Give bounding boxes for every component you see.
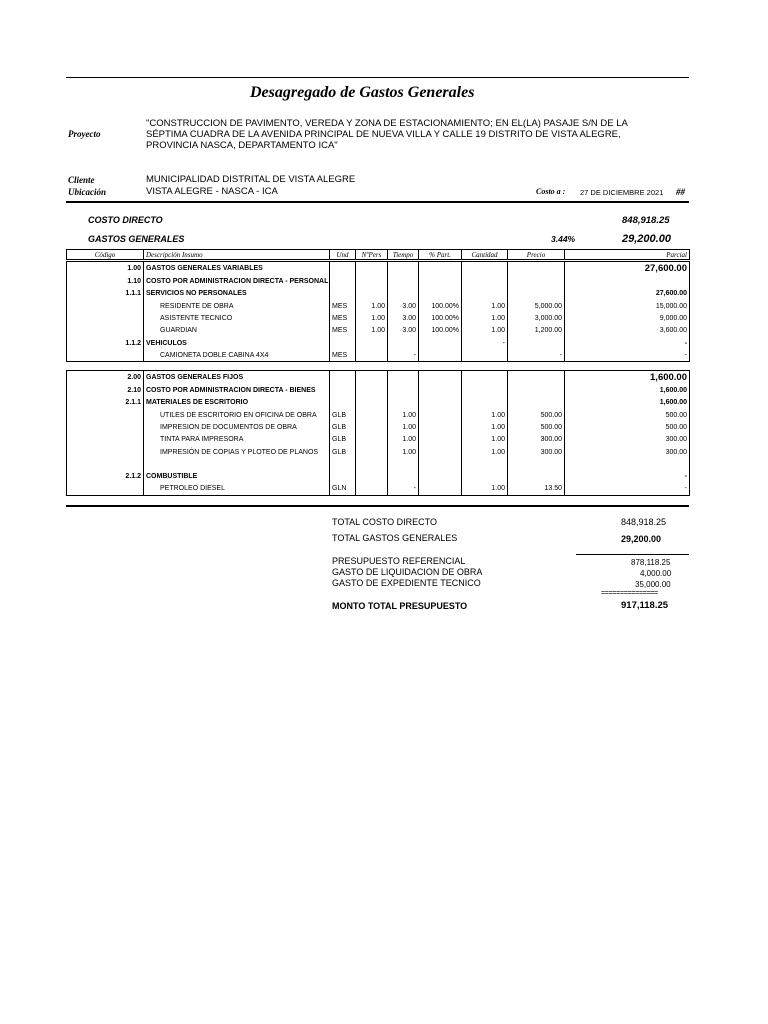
exp-label: GASTO DE EXPEDIENTE TECNICO: [332, 578, 481, 588]
row-precio: 3,000.00: [508, 312, 565, 324]
row-part: [419, 262, 462, 276]
row-precio: [508, 385, 565, 397]
row-cant: 1.00: [462, 312, 508, 324]
row-parcial: 300.00: [565, 434, 690, 446]
row-desc: GASTOS GENERALES VARIABLES: [144, 262, 330, 276]
col-precio: Precio: [508, 250, 565, 260]
gastos-fijos-table: [66, 370, 690, 496]
gastos-generales-pct: 3.44%: [551, 234, 576, 244]
costo-fecha: 27 DE DICIEMBRE 2021: [580, 188, 664, 197]
row-parcial: 1,600.00: [565, 397, 690, 409]
row-part: 100.00%: [419, 325, 462, 337]
row-parcial: [565, 458, 690, 470]
row-desc: ASISTENTE TECNICO: [144, 312, 330, 324]
row-cant: [462, 397, 508, 409]
row-part: [419, 446, 462, 458]
row-precio: [508, 458, 565, 470]
row-und: [330, 397, 356, 409]
row-pers: [356, 262, 388, 276]
row-tiempo: [388, 385, 419, 397]
proyecto-line-2: SÉPTIMA CUADRA DE LA AVENIDA PRINCIPAL DE NUEVA VILLA Y CALLE 19 DISTRITO DE VISTA ALEGRE,: [146, 129, 621, 140]
row-und: [330, 276, 356, 288]
row-parcial: 500.00: [565, 409, 690, 421]
row-code: [67, 421, 144, 433]
row-cant: 1.00: [462, 483, 508, 495]
row-pers: [356, 337, 388, 349]
row-tiempo: 3.00: [388, 300, 419, 312]
row-tiempo: [388, 458, 419, 470]
table-row: [67, 300, 690, 312]
row-code: [67, 312, 144, 324]
row-part: [419, 483, 462, 495]
row-desc: [144, 458, 330, 470]
row-part: [419, 337, 462, 349]
total-gg-value: 29,200.00: [621, 534, 662, 544]
row-tiempo: 3.00: [388, 325, 419, 337]
table-row: [67, 312, 690, 324]
row-parcial: -: [565, 337, 690, 349]
row-desc: GUARDIAN: [144, 325, 330, 337]
row-und: MES: [330, 300, 356, 312]
table-row: [67, 483, 690, 495]
table-row: [67, 349, 690, 361]
page-title: Desagregado de Gastos Generales: [250, 84, 475, 101]
proyecto-line-3: PROVINCIA NASCA, DEPARTAMENTO ICA": [146, 140, 338, 151]
row-part: [419, 371, 462, 385]
costo-label: Costo a :: [536, 187, 566, 196]
row-precio: 500.00: [508, 409, 565, 421]
row-desc: TINTA PARA IMPRESORA: [144, 434, 330, 446]
liq-value: 4,000.00: [640, 569, 672, 578]
row-cant: 1.00: [462, 325, 508, 337]
row-cant: -: [462, 337, 508, 349]
table-row: [67, 385, 690, 397]
row-precio: [508, 337, 565, 349]
row-desc: IMPRESIÓN DE COPIAS Y PLOTEO DE PLANOS: [144, 446, 330, 458]
row-tiempo: -: [388, 349, 419, 361]
row-part: 100.00%: [419, 312, 462, 324]
row-code: [67, 446, 144, 458]
ubicacion-value: VISTA ALEGRE - NASCA - ICA: [146, 186, 278, 197]
row-part: [419, 434, 462, 446]
col-descripcion: Descripción Insumo: [144, 250, 330, 260]
pres-ref-label: PRESUPUESTO REFERENCIAL: [332, 556, 466, 566]
row-und: [330, 385, 356, 397]
summary-rule: [66, 505, 689, 507]
table-row: [67, 325, 690, 337]
gastos-generales-value: 29,200.00: [622, 233, 671, 245]
row-cant: 1.00: [462, 300, 508, 312]
row-part: [419, 471, 462, 483]
row-cant: [462, 262, 508, 276]
row-pers: [356, 397, 388, 409]
row-desc: COSTO POR ADMINISTRACION DIRECTA - BIENES: [144, 385, 330, 397]
gastos-generales-label: GASTOS GENERALES: [88, 234, 185, 244]
row-code: 2.1.2: [67, 471, 144, 483]
row-pers: [356, 349, 388, 361]
row-und: MES: [330, 325, 356, 337]
proyecto-label: Proyecto: [68, 129, 101, 139]
row-tiempo: 1.00: [388, 409, 419, 421]
col-codigo: Código: [67, 250, 144, 260]
row-und: GLB: [330, 409, 356, 421]
row-cant: [462, 371, 508, 385]
pres-rule: [576, 554, 689, 555]
row-code: [67, 483, 144, 495]
row-cant: 1.00: [462, 446, 508, 458]
row-part: [419, 349, 462, 361]
row-pers: [356, 483, 388, 495]
row-part: [419, 385, 462, 397]
row-precio: 1,200.00: [508, 325, 565, 337]
row-und: [330, 471, 356, 483]
row-tiempo: [388, 471, 419, 483]
row-tiempo: [388, 262, 419, 276]
exp-value: 35,000.00: [635, 580, 671, 589]
monto-total-label: MONTO TOTAL PRESUPUESTO: [332, 601, 468, 611]
row-precio: 500.00: [508, 421, 565, 433]
row-code: [67, 434, 144, 446]
row-desc: MATERIALES DE ESCRITORIO: [144, 397, 330, 409]
row-part: [419, 276, 462, 288]
col-part: % Part.: [419, 250, 462, 260]
row-part: [419, 409, 462, 421]
row-parcial: -: [565, 483, 690, 495]
row-pers: [356, 371, 388, 385]
row-tiempo: [388, 371, 419, 385]
row-cant: 1.00: [462, 434, 508, 446]
row-und: GLN: [330, 483, 356, 495]
table-row: [67, 262, 690, 276]
row-tiempo: [388, 288, 419, 300]
row-parcial: 300.00: [565, 446, 690, 458]
row-pers: [356, 446, 388, 458]
row-tiempo: 1.00: [388, 421, 419, 433]
row-parcial: 500.00: [565, 421, 690, 433]
liq-label: GASTO DE LIQUIDACION DE OBRA: [332, 567, 483, 577]
table-row: [67, 458, 690, 470]
row-precio: 300.00: [508, 446, 565, 458]
table-row: [67, 397, 690, 409]
row-code: [67, 300, 144, 312]
row-tiempo: [388, 397, 419, 409]
table-row: [67, 409, 690, 421]
row-desc: CAMIONETA DOBLE CABINA 4X4: [144, 349, 330, 361]
row-pers: [356, 434, 388, 446]
row-und: [330, 458, 356, 470]
costo-directo-value: 848,918.25: [622, 215, 670, 226]
row-parcial: [565, 276, 690, 288]
row-parcial: 27,600.00: [565, 288, 690, 300]
table-row: [67, 434, 690, 446]
table-row: [67, 471, 690, 483]
row-desc: UTILES DE ESCRITORIO EN OFICINA DE OBRA: [144, 409, 330, 421]
row-precio: [508, 471, 565, 483]
row-code: 2.00: [67, 371, 144, 385]
row-und: MES: [330, 349, 356, 361]
col-und: Und: [330, 250, 356, 260]
row-desc: RESIDENTE DE OBRA: [144, 300, 330, 312]
row-cant: [462, 349, 508, 361]
row-code: [67, 409, 144, 421]
row-code: 1.10: [67, 276, 144, 288]
row-und: GLB: [330, 446, 356, 458]
row-desc: COSTO POR ADMINISTRACION DIRECTA - PERSONAL: [144, 276, 330, 288]
row-pers: [356, 471, 388, 483]
row-desc: PETROLEO DIESEL: [144, 483, 330, 495]
costo-hash: ##: [676, 187, 685, 197]
equals-line: ===============: [601, 590, 658, 597]
total-cd-label: TOTAL COSTO DIRECTO: [332, 517, 438, 527]
row-pers: 1.00: [356, 312, 388, 324]
row-pers: [356, 276, 388, 288]
table-row: [67, 288, 690, 300]
row-code: [67, 349, 144, 361]
row-pers: [356, 385, 388, 397]
row-und: MES: [330, 312, 356, 324]
row-cant: [462, 288, 508, 300]
row-parcial: 1,600.00: [565, 371, 690, 385]
proyecto-line-1: "CONSTRUCCION DE PAVIMENTO, VEREDA Y ZONA DE ESTACIONAMIENTO; EN EL(LA) PASAJE S/N DE LA: [146, 118, 628, 129]
row-precio: [508, 288, 565, 300]
ubicacion-label: Ubicación: [68, 187, 106, 197]
table-row: [67, 446, 690, 458]
col-parcial: Parcial: [565, 250, 690, 260]
gastos-variables-table: [66, 261, 690, 362]
row-precio: [508, 276, 565, 288]
row-und: GLB: [330, 434, 356, 446]
row-parcial: 9,000.00: [565, 312, 690, 324]
row-precio: 300.00: [508, 434, 565, 446]
row-desc: VEHICULOS: [144, 337, 330, 349]
row-desc: SERVICIOS NO PERSONALES: [144, 288, 330, 300]
row-cant: [462, 471, 508, 483]
row-pers: 1.00: [356, 325, 388, 337]
row-tiempo: 1.00: [388, 434, 419, 446]
top-rule: [66, 77, 689, 78]
row-tiempo: 3.00: [388, 312, 419, 324]
row-part: [419, 458, 462, 470]
column-header: [66, 249, 690, 260]
row-cant: 1.00: [462, 421, 508, 433]
row-parcial: -: [565, 471, 690, 483]
row-desc: COMBUSTIBLE: [144, 471, 330, 483]
row-code: 1.1.1: [67, 288, 144, 300]
col-npers: NºPers: [356, 250, 388, 260]
row-und: GLB: [330, 421, 356, 433]
row-code: 1.1.2: [67, 337, 144, 349]
table-row: [67, 421, 690, 433]
row-parcial: 15,000.00: [565, 300, 690, 312]
row-precio: 13.50: [508, 483, 565, 495]
row-und: [330, 371, 356, 385]
costo-directo-label: COSTO DIRECTO: [88, 215, 163, 225]
table-row: [67, 371, 690, 385]
row-pers: [356, 421, 388, 433]
row-desc: GASTOS GENERALES FIJOS: [144, 371, 330, 385]
row-und: [330, 288, 356, 300]
row-tiempo: [388, 276, 419, 288]
row-part: 100.00%: [419, 300, 462, 312]
col-cantidad: Cantidad: [462, 250, 508, 260]
row-precio: [508, 262, 565, 276]
row-parcial: 27,600.00: [565, 262, 690, 276]
row-pers: [356, 409, 388, 421]
total-cd-value: 848,918.25: [621, 517, 667, 527]
row-cant: [462, 385, 508, 397]
row-cant: [462, 458, 508, 470]
row-tiempo: [388, 337, 419, 349]
row-desc: IMPRESION DE DOCUMENTOS DE OBRA: [144, 421, 330, 433]
cliente-label: Cliente: [68, 175, 95, 185]
row-code: 1.00: [67, 262, 144, 276]
row-precio: [508, 397, 565, 409]
row-pers: [356, 458, 388, 470]
row-pers: 1.00: [356, 300, 388, 312]
monto-total-value: 917,118.25: [621, 600, 669, 611]
row-cant: 1.00: [462, 409, 508, 421]
col-tiempo: Tiempo: [388, 250, 419, 260]
row-part: [419, 288, 462, 300]
row-tiempo: 1.00: [388, 446, 419, 458]
row-code: [67, 458, 144, 470]
row-precio: 5,000.00: [508, 300, 565, 312]
total-gg-label: TOTAL GASTOS GENERALES: [332, 533, 458, 543]
row-precio: -: [508, 349, 565, 361]
row-parcial: 1,600.00: [565, 385, 690, 397]
row-parcial: -: [565, 349, 690, 361]
row-und: [330, 262, 356, 276]
row-und: [330, 337, 356, 349]
pres-ref-value: 878,118.25: [631, 558, 671, 567]
row-part: [419, 421, 462, 433]
row-code: 2.1.1: [67, 397, 144, 409]
row-code: [67, 325, 144, 337]
row-part: [419, 397, 462, 409]
row-cant: [462, 276, 508, 288]
row-tiempo: -: [388, 483, 419, 495]
row-parcial: 3,600.00: [565, 325, 690, 337]
row-precio: [508, 371, 565, 385]
row-code: 2.10: [67, 385, 144, 397]
cliente-value: MUNICIPALIDAD DISTRITAL DE VISTA ALEGRE: [146, 174, 356, 185]
table-row: [67, 337, 690, 349]
header-rule: [66, 201, 689, 203]
table-row: [67, 276, 690, 288]
row-pers: [356, 288, 388, 300]
